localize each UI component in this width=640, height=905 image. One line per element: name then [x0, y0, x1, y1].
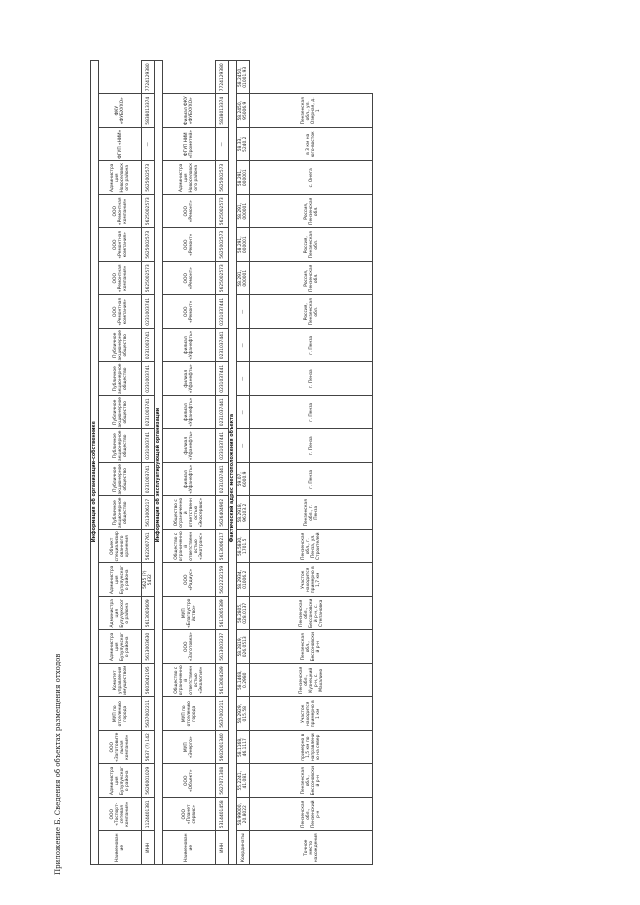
owner-name-row	[99, 61, 142, 865]
table-cell: Участок находится примерно в 1,7 км	[250, 563, 373, 597]
table-cell: 0231003741	[142, 329, 155, 363]
table-cell: ООО «Ремонт»	[163, 262, 216, 296]
table-cell: МУП по отселению города	[163, 697, 216, 731]
table-cell: ООО «Ремонтная компания»	[99, 295, 142, 329]
table-cell: 0231003741	[142, 463, 155, 497]
table-cell: Комитет управления имуществом	[99, 664, 142, 698]
table-cell: —	[142, 128, 155, 162]
table-cell: —	[237, 295, 250, 329]
table-cell: г. Пенза	[250, 429, 373, 463]
table-cell: ООО «Ремонт»	[163, 295, 216, 329]
table-cell: г. Пенза	[250, 463, 373, 497]
table-cell: с. Онега	[250, 161, 373, 195]
table-cell: 58.2805, 028.0137	[237, 597, 250, 631]
table-cell: примерно в 1,5 км по направлению на север	[250, 731, 373, 765]
table-cell: филиал «Уфанефть»	[163, 463, 216, 497]
table-cell: МУП «Энерго»	[163, 731, 216, 765]
section-header-row	[91, 61, 99, 865]
table-cell: Пензенская обл., Бессоновский р-н	[250, 630, 373, 664]
table-cell: ООО «Заготовка»	[163, 630, 216, 664]
table-cell: г. Пенза	[250, 396, 373, 430]
page-title: Приложение Б. Сведения об объектах размещения отходов	[54, 653, 62, 875]
table-cell: Участок находится примерно в 1 км	[250, 697, 373, 731]
table-cell: 5603042195	[142, 664, 155, 698]
table-cell: Публичное акционерное общество	[99, 463, 142, 497]
table-cell: ФГУП НИИ «Прометей»	[163, 128, 216, 162]
table-cell: Россия, Пензенская обл.	[250, 195, 373, 229]
table-cell: Публичное акционерное общество	[99, 329, 142, 363]
table-cell: Публичное акционерное общество	[99, 362, 142, 396]
table-cell: Публичное акционерное общество	[99, 496, 142, 530]
table-cell: Пензенская обл., Бессоновский р-н, с. Степановка	[250, 597, 373, 631]
table-cell: —	[237, 429, 250, 463]
operator-name-row	[163, 61, 216, 865]
table-cell: 58.2450, 95006.9	[237, 94, 250, 128]
table-cell: 5627071308	[216, 764, 229, 798]
table-cell: г. Пенза	[250, 362, 373, 396]
row-label-cell: Наименование	[163, 831, 216, 865]
table-cell: 5626404902	[216, 496, 229, 530]
table-cell: Публичное акционерное общество	[99, 396, 142, 430]
table-cell: 5838013374	[216, 94, 229, 128]
document-sheet	[52, 0, 640, 875]
table-cell: —	[237, 362, 250, 396]
table-cell: 58.5830, 1701.5	[237, 530, 250, 564]
row-label-cell: Координаты	[237, 831, 250, 865]
table-cell: ООО «Объект»	[163, 764, 216, 798]
table-cell: 5625002573	[142, 195, 155, 229]
table-cell: 0231037441	[216, 295, 229, 329]
table-cell: 0231037441	[216, 396, 229, 430]
table-cell: Администрация Новоселовского района	[99, 161, 142, 195]
table-cell: —	[216, 128, 229, 162]
section-title: Фактический адрес местоположения объекта	[229, 61, 237, 865]
section-title: Информация об организации-собственнике	[91, 61, 99, 865]
table-cell: ООО «Ремонт»	[163, 228, 216, 262]
table-cell: 5625002573	[216, 228, 229, 262]
table-cell: Администрация Бузулукского района	[99, 630, 142, 664]
table-cell: 58.1168, 46.1117	[237, 731, 250, 765]
table-cell: 5613003609	[142, 597, 155, 631]
table-cell: Филиал ФКУ «ФУБХУХО»	[163, 94, 216, 128]
table-cell: филиал «Уфанефть»	[163, 396, 216, 430]
table-cell: 5625 (?) 5432	[142, 563, 155, 597]
table-cell: 58.2450, 01001.93	[237, 61, 250, 95]
owner-inn-row	[142, 61, 155, 865]
table-cell: ООО «Ремонтная компания»	[99, 195, 142, 229]
table-cell: Пензенская обл., Бессоновский р-н	[250, 764, 373, 798]
table-cell: 5625002573	[142, 161, 155, 195]
table-cell: Пензенская обл., Кузнецкий р-н, с. Махалино	[250, 664, 373, 698]
table-cell: —	[237, 329, 250, 363]
table-cell: 58.291, 000001	[237, 228, 250, 262]
table-cell: 58.2929, 015.58	[237, 697, 250, 731]
table-cell: МУП «Благоустройство»	[163, 597, 216, 631]
row-label-cell: Точное место нахождения	[250, 831, 373, 865]
table-cell: 5622232159	[216, 563, 229, 597]
row-label-cell: ИНН	[142, 831, 155, 865]
table-cell: 5314401458	[216, 798, 229, 832]
table-cell: 5602001340	[216, 731, 229, 765]
table-cell: 5613003630	[142, 630, 155, 664]
table-cell: Объект специализированного хранения	[99, 530, 142, 564]
table-cell: 0231037441	[216, 463, 229, 497]
table-cell: ООО «Ремонт»	[163, 195, 216, 229]
table-cell: 58.1468, 0.2980	[237, 664, 250, 698]
table-cell: Публичное акционерное общество	[99, 429, 142, 463]
table-cell: 5637002211	[216, 697, 229, 731]
table-cell: 0231037441	[216, 329, 229, 363]
table-cell: ФКУ «ФУБХУХО»	[99, 94, 142, 128]
table-cell: ООО «Ремонтная компания»	[99, 228, 142, 262]
table-cell: филиал «Уфанефть»	[163, 329, 216, 363]
table-cell: 5637 (?) 142	[142, 731, 155, 765]
table-cell: Россия, Пензенская обл.	[250, 262, 373, 296]
table-cell: ООО «Планет сервис»	[163, 798, 216, 832]
table-cell: 0231003741	[142, 396, 155, 430]
table-cell: г. Пенза	[250, 329, 373, 363]
table-cell: Администрация Бузулукского района	[99, 563, 142, 597]
table-cell: 5613004289	[216, 664, 229, 698]
table-cell: ООО «Радиус»	[163, 563, 216, 597]
table-cell: Пензенская обл., г. Пенза	[250, 496, 373, 530]
table-cell: ООО «Ремонтная компания»	[99, 262, 142, 296]
table-cell: 5625002573	[142, 228, 155, 262]
register-table	[90, 60, 373, 865]
table-cell: 5613006217	[216, 530, 229, 564]
table-cell: Пензенская обл., Пензенский р-н	[250, 798, 373, 832]
table-cell: Россия, Пензенская обл.	[250, 295, 373, 329]
table-cell: 58.2934, 01006.2	[237, 563, 250, 597]
table-cell: 7724129380	[142, 61, 155, 95]
table-cell: ФГУП «НИИ»	[99, 128, 142, 162]
table-cell: 7724129380	[216, 61, 229, 95]
table-cell: 5626001029	[142, 764, 155, 798]
table-cell: 0231003741	[142, 362, 155, 396]
table-cell: 5625002573	[142, 262, 155, 296]
table-cell: Администрация Бузулукского района	[99, 764, 142, 798]
table-cell: филиал «Уфанефть»	[163, 429, 216, 463]
table-cell: 5838013374	[142, 94, 155, 128]
table-cell: 0231037441	[216, 362, 229, 396]
table-cell: 0231003741	[142, 295, 155, 329]
table-cell: 58.291, 000001	[237, 262, 250, 296]
table-cell: Администрация Бузулукского района	[99, 597, 142, 631]
coordinates-row	[237, 61, 250, 865]
table-cell: 58.291, 000001	[237, 161, 250, 195]
table-cell: 5625002573	[216, 262, 229, 296]
table-cell: филиал «Уфанефть»	[163, 362, 216, 396]
table-cell: Пензенская обл., г. Пенза, ул. Строителей	[250, 530, 373, 564]
table-cell: 5613006217	[142, 496, 155, 530]
table-cell: Общество с ограниченной ответственностью «Экология»	[163, 664, 216, 698]
table-cell: Общество с ограниченной ответственностью «Экотранс»	[163, 530, 216, 564]
table-cell: 5625002573	[216, 161, 229, 195]
rotated-page	[52, 0, 640, 905]
table-cell: Общество с ограниченной ответственностью «Экосервис»	[163, 496, 216, 530]
table-cell: 58.99000, 20.8022	[237, 798, 250, 832]
table-cell: ООО «Тоспорт-сетевая компания»	[99, 798, 142, 832]
table-cell: 5622007761	[142, 530, 155, 564]
table-cell: 59.07, 6000.9	[237, 463, 250, 497]
table-cell: МУП по отселению города	[99, 697, 142, 731]
section-header-row	[155, 61, 163, 865]
table-cell: 1124401381	[142, 798, 155, 832]
table-cell: 0231037441	[216, 429, 229, 463]
table-cell: Пензенская обл., ул. Озерная, д. 1	[250, 94, 373, 128]
table-cell: в 3 км на юго-восток	[250, 128, 373, 162]
table-cell: 58.2819, 026.0513	[237, 630, 250, 664]
row-label-cell: Наименование	[99, 831, 142, 865]
table-cell: 0231003741	[142, 429, 155, 463]
address-row	[250, 61, 373, 865]
table-cell: Россия, Пензенская обл.	[250, 228, 373, 262]
table-cell: 5613005389	[216, 597, 229, 631]
section-header-row	[229, 61, 237, 865]
table-cell: 5637002211	[142, 697, 155, 731]
operator-inn-row	[216, 61, 229, 865]
table-cell: 58.2918, 96103.2	[237, 496, 250, 530]
table-cell: —	[237, 396, 250, 430]
section-title: Информация об эксплуатирующей организации	[155, 61, 163, 865]
table-cell: 5625002573	[216, 195, 229, 229]
table-cell: 5613003237	[216, 630, 229, 664]
table-cell: Администрация Новоселовского района	[163, 161, 216, 195]
table-cell: 58.33, 5240.2	[237, 128, 250, 162]
table-cell: ООО «Заготовительная компания»	[99, 731, 142, 765]
table-cell: 55.2241, 41.081	[237, 764, 250, 798]
row-label-cell: ИНН	[216, 831, 229, 865]
table-cell: 58.291, 000001	[237, 195, 250, 229]
